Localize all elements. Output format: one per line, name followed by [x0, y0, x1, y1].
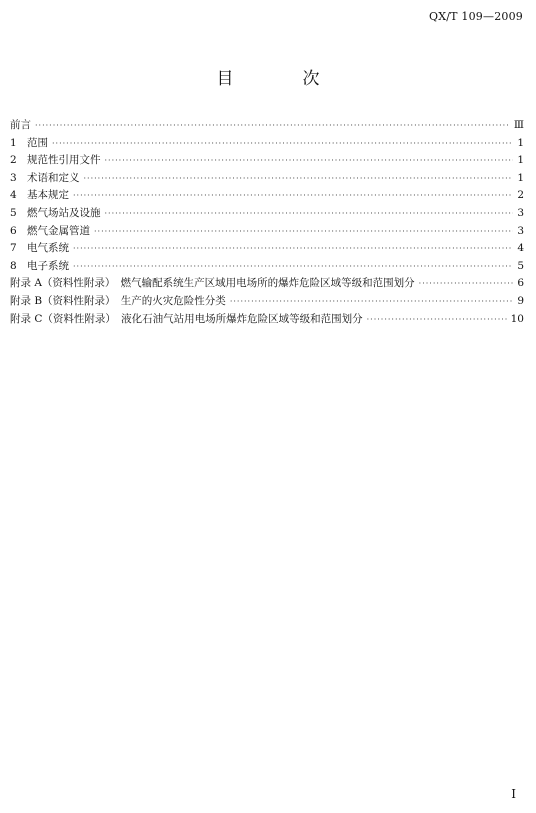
toc-label: 附录 A（资料性附录） 燃气输配系统生产区域用电场所的爆炸危险区域等级和范围划分	[10, 277, 415, 290]
toc-entry-foreword[interactable]	[10, 117, 524, 135]
toc-label: 前言	[10, 119, 31, 131]
toc-label: 规范性引用文件	[27, 154, 101, 167]
toc-number: 5	[10, 206, 17, 219]
toc-number: 8	[10, 259, 17, 272]
toc-page: 10	[510, 312, 524, 325]
toc-page: 4	[517, 242, 524, 255]
toc-leader-dots	[419, 279, 514, 288]
toc-label: 附录 B（资料性附录） 生产的火灾危险性分类	[10, 294, 226, 307]
toc-page: Ⅲ	[513, 119, 524, 131]
page-number: Ⅰ	[511, 787, 516, 801]
toc-entry-1[interactable]	[10, 135, 524, 153]
page-title: 目 次	[216, 69, 346, 89]
toc-label: 附录 C（资料性附录） 液化石油气站用电场所爆炸危险区域等级和范围划分	[10, 312, 363, 325]
toc-label: 电气系统	[27, 242, 69, 255]
toc-label: 基本规定	[27, 189, 69, 202]
toc-entry-6[interactable]	[10, 223, 524, 241]
toc-entry-8[interactable]	[10, 258, 524, 276]
toc-page: 1	[517, 136, 524, 149]
toc-leader-dots	[73, 262, 513, 271]
toc-label: 范围	[27, 136, 48, 149]
toc-leader-dots	[52, 139, 513, 148]
toc-page: 3	[517, 224, 524, 237]
toc-leader-dots	[230, 297, 514, 306]
table-of-contents	[10, 117, 524, 328]
toc-leader-dots	[367, 315, 507, 324]
toc-page: 5	[517, 259, 524, 272]
toc-page: 6	[517, 277, 524, 290]
toc-entry-appendix-b[interactable]	[10, 293, 524, 311]
toc-number: 4	[10, 189, 17, 202]
toc-entry-appendix-c[interactable]	[10, 311, 524, 329]
toc-number: 3	[10, 171, 17, 184]
toc-entry-3[interactable]	[10, 170, 524, 188]
toc-leader-dots	[94, 227, 513, 236]
toc-leader-dots	[35, 121, 510, 130]
toc-entry-7[interactable]	[10, 240, 524, 258]
toc-entry-2[interactable]	[10, 152, 524, 170]
toc-leader-dots	[84, 174, 514, 183]
toc-number: 1	[10, 136, 17, 149]
standard-code: QX/T 109—2009	[429, 10, 523, 23]
toc-page: 3	[517, 206, 524, 219]
toc-page: 1	[517, 154, 524, 167]
toc-number: 6	[10, 224, 17, 237]
toc-leader-dots	[73, 244, 513, 253]
toc-label: 燃气场站及设施	[27, 206, 101, 219]
toc-page: 2	[517, 189, 524, 202]
toc-label: 电子系统	[27, 259, 69, 272]
toc-label: 术语和定义	[27, 171, 80, 184]
toc-entry-5[interactable]	[10, 205, 524, 223]
toc-leader-dots	[105, 209, 514, 218]
toc-number: 2	[10, 154, 17, 167]
toc-page: 1	[517, 171, 524, 184]
toc-label: 燃气金属管道	[27, 224, 90, 237]
toc-number: 7	[10, 242, 17, 255]
toc-leader-dots	[105, 156, 514, 165]
toc-entry-appendix-a[interactable]	[10, 275, 524, 293]
toc-page: 9	[517, 294, 524, 307]
toc-entry-4[interactable]	[10, 187, 524, 205]
toc-leader-dots	[73, 191, 513, 200]
